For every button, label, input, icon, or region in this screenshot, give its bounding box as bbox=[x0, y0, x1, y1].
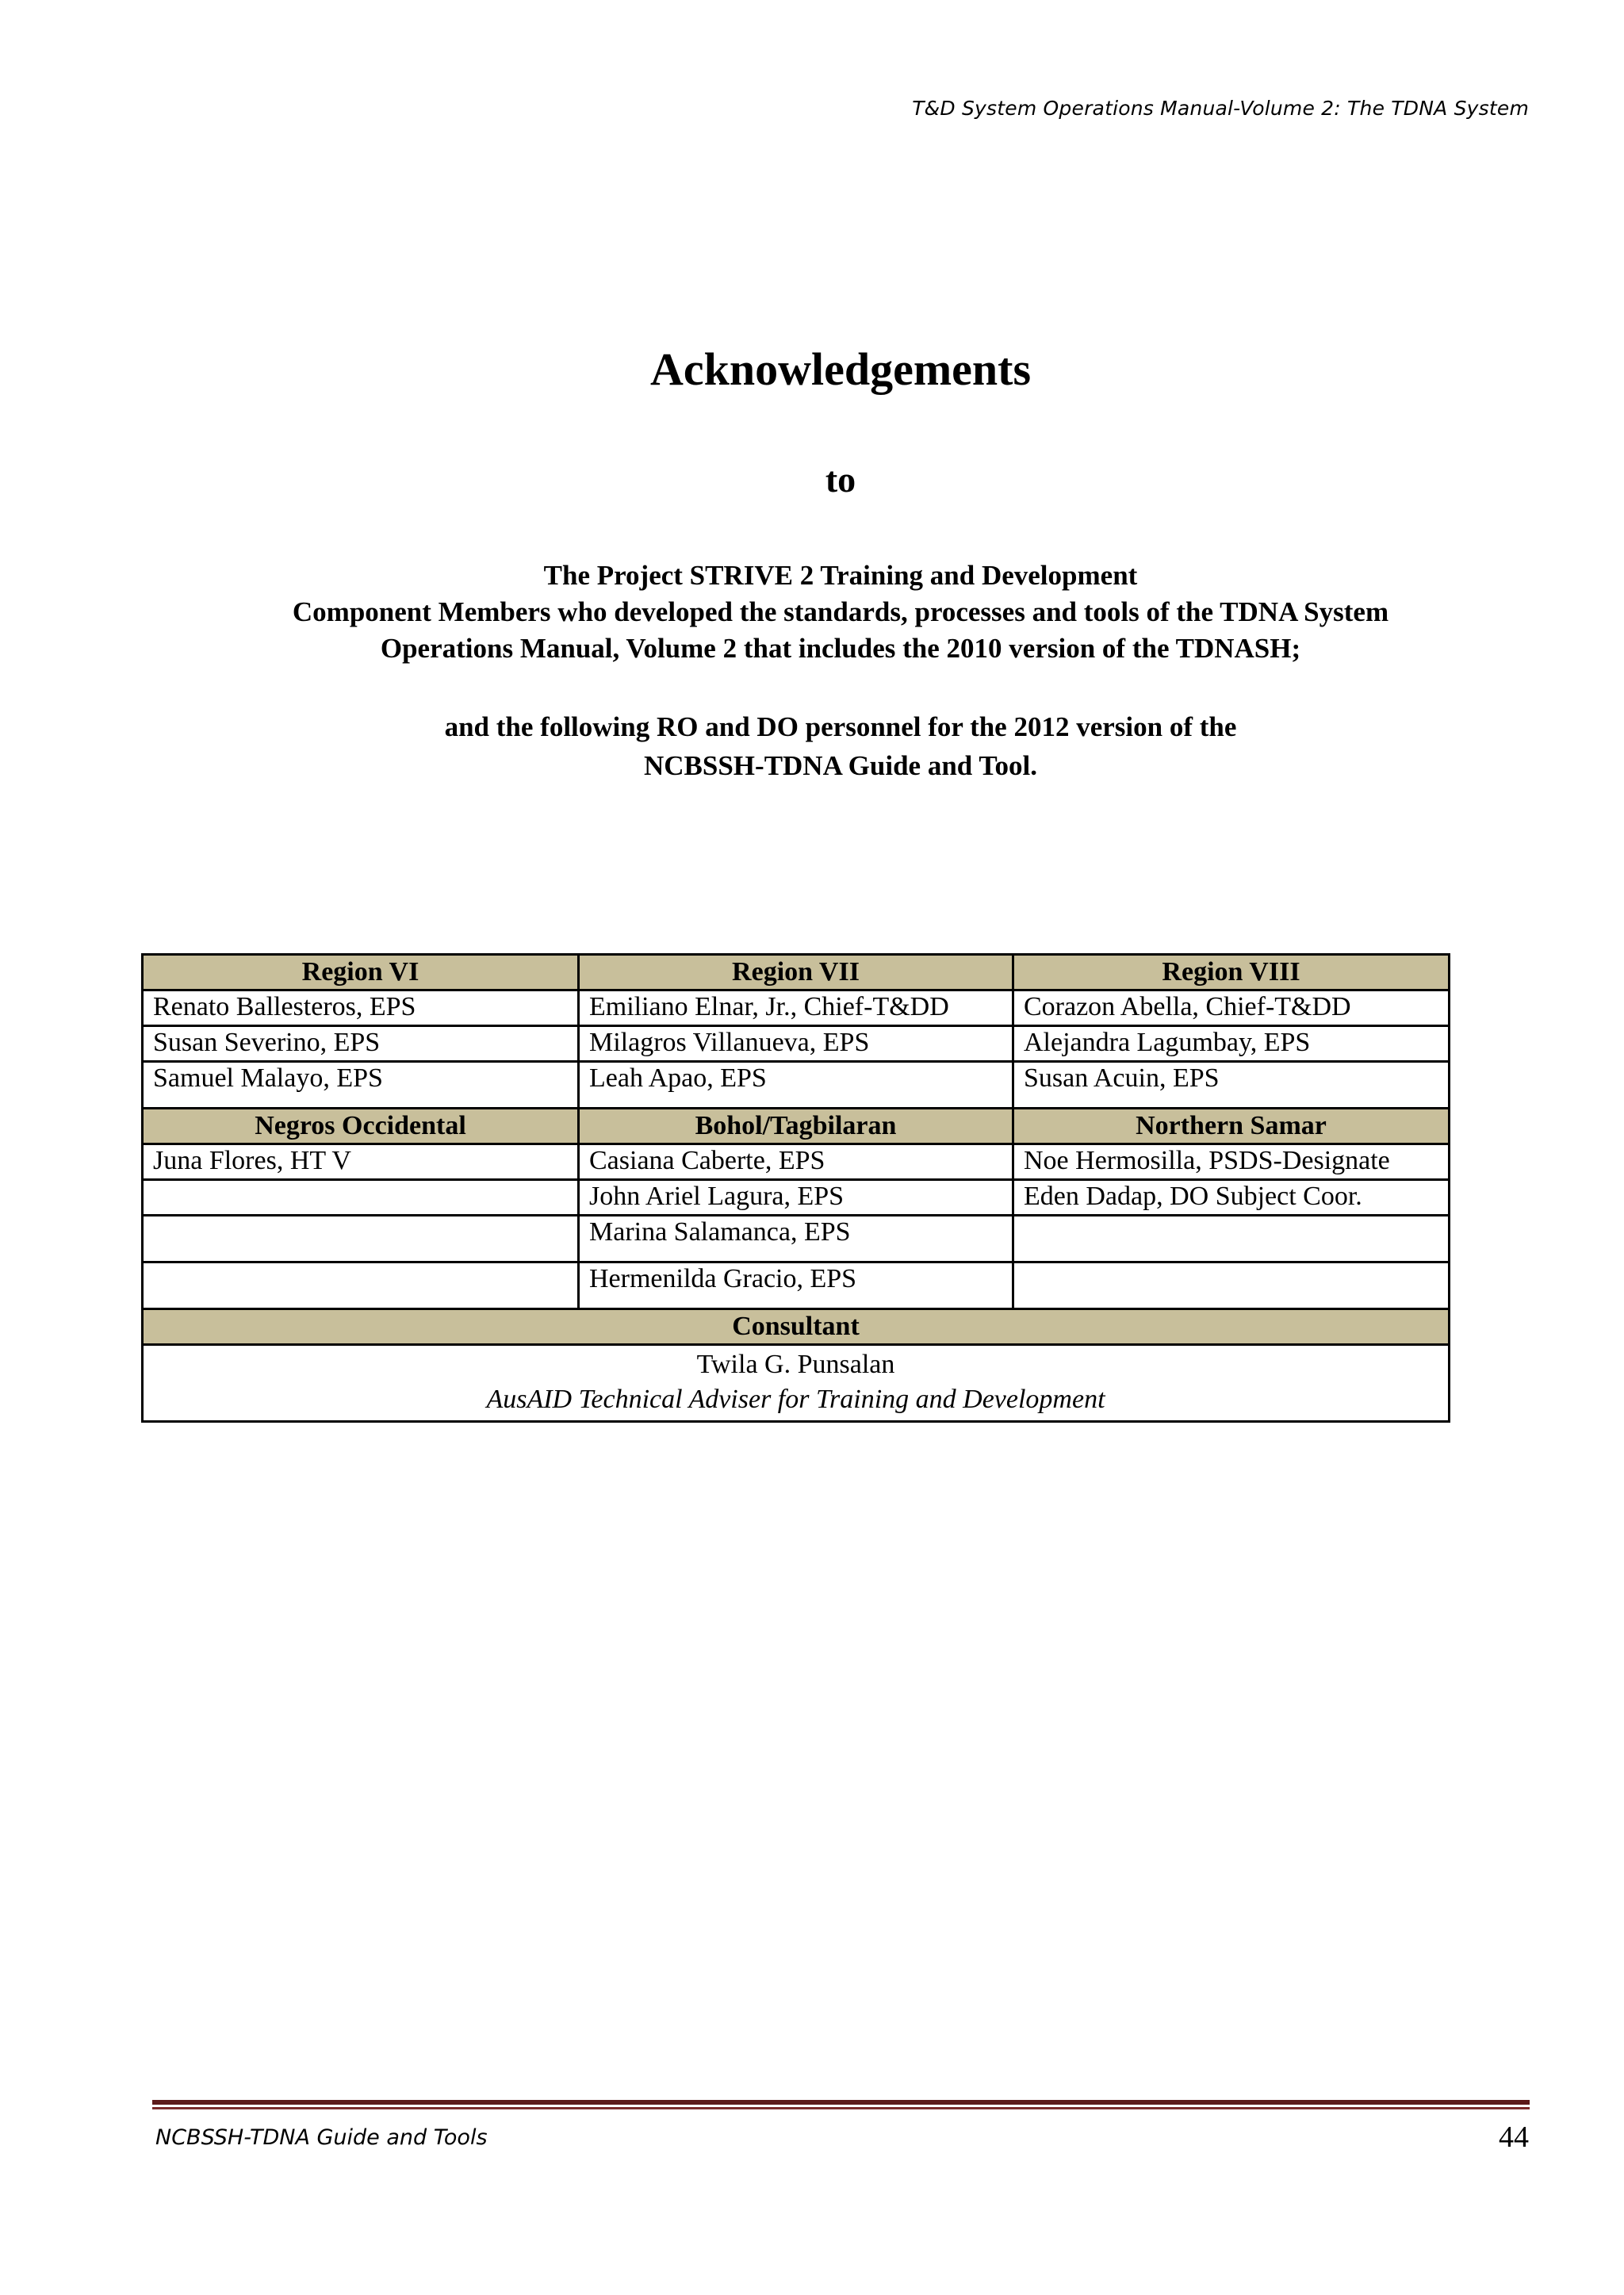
column-header: Region VIII bbox=[1013, 955, 1450, 990]
column-header: Northern Samar bbox=[1013, 1109, 1450, 1144]
table-cell: Emiliano Elnar, Jr., Chief-T&DD bbox=[579, 990, 1013, 1026]
table-cell: Noe Hermosilla, PSDS-Designate bbox=[1013, 1144, 1450, 1180]
table-cell: Corazon Abella, Chief-T&DD bbox=[1013, 990, 1450, 1026]
page-number: 44 bbox=[1499, 2121, 1529, 2154]
table-cell bbox=[143, 1262, 579, 1309]
table-cell bbox=[1013, 1262, 1450, 1309]
footer-divider bbox=[152, 2100, 1530, 2109]
consultant-role: AusAID Technical Adviser for Training and Development bbox=[486, 1385, 1105, 1414]
intro-line: Component Members who developed the standards, processes and tools of the TDNA System bbox=[292, 596, 1389, 627]
table-cell bbox=[1013, 1216, 1450, 1262]
table-cell: Alejandra Lagumbay, EPS bbox=[1013, 1026, 1450, 1062]
intro-paragraph bbox=[0, 557, 1624, 667]
table-cell: Juna Flores, HT V bbox=[143, 1144, 579, 1180]
table-cell: John Ariel Lagura, EPS bbox=[579, 1180, 1013, 1216]
table-header-row bbox=[143, 955, 1450, 990]
column-header: Region VII bbox=[579, 955, 1013, 990]
personnel-table bbox=[141, 953, 1450, 1423]
intro-line: The Project STRIVE 2 Training and Development bbox=[543, 560, 1138, 591]
consultant-cell bbox=[143, 1345, 1450, 1422]
table-row bbox=[143, 1026, 1450, 1062]
intro-paragraph-2 bbox=[0, 707, 1624, 785]
table-cell: Renato Ballesteros, EPS bbox=[143, 990, 579, 1026]
table-cell: Susan Acuin, EPS bbox=[1013, 1062, 1450, 1109]
consultant-row bbox=[143, 1345, 1450, 1422]
consultant-name: Twila G. Punsalan bbox=[696, 1350, 895, 1379]
column-header: Negros Occidental bbox=[143, 1109, 579, 1144]
intro-line: Operations Manual, Volume 2 that includes the 2010 version of the TDNASH; bbox=[380, 633, 1301, 664]
table-header-row bbox=[143, 1109, 1450, 1144]
intro-line: and the following RO and DO personnel for the 2012 version of the bbox=[444, 711, 1237, 742]
table-cell bbox=[143, 1216, 579, 1262]
intro-line: NCBSSH-TDNA Guide and Tool. bbox=[643, 750, 1037, 781]
table-cell bbox=[143, 1180, 579, 1216]
table-cell: Eden Dadap, DO Subject Coor. bbox=[1013, 1180, 1450, 1216]
table-row bbox=[143, 1062, 1450, 1109]
table-cell: Leah Apao, EPS bbox=[579, 1062, 1013, 1109]
table-cell: Hermenilda Gracio, EPS bbox=[579, 1262, 1013, 1309]
title-to: to bbox=[825, 459, 856, 500]
column-header: Bohol/Tagbilaran bbox=[579, 1109, 1013, 1144]
table-row bbox=[143, 990, 1450, 1026]
column-header: Region VI bbox=[143, 955, 579, 990]
table-row bbox=[143, 1262, 1450, 1309]
page-title: Acknowledgements bbox=[649, 343, 1032, 395]
consultant-header: Consultant bbox=[143, 1309, 1450, 1345]
table-header-row bbox=[143, 1309, 1450, 1345]
table-cell: Casiana Caberte, EPS bbox=[579, 1144, 1013, 1180]
table-cell: Susan Severino, EPS bbox=[143, 1026, 579, 1062]
running-header: T&D System Operations Manual-Volume 2: The TDNA System bbox=[912, 97, 1529, 120]
table-cell: Marina Salamanca, EPS bbox=[579, 1216, 1013, 1262]
table-row bbox=[143, 1216, 1450, 1262]
table-row bbox=[143, 1144, 1450, 1180]
table-cell: Samuel Malayo, EPS bbox=[143, 1062, 579, 1109]
footer-document-title: NCBSSH-TDNA Guide and Tools bbox=[155, 2125, 488, 2150]
table-cell: Milagros Villanueva, EPS bbox=[579, 1026, 1013, 1062]
table-row bbox=[143, 1180, 1450, 1216]
